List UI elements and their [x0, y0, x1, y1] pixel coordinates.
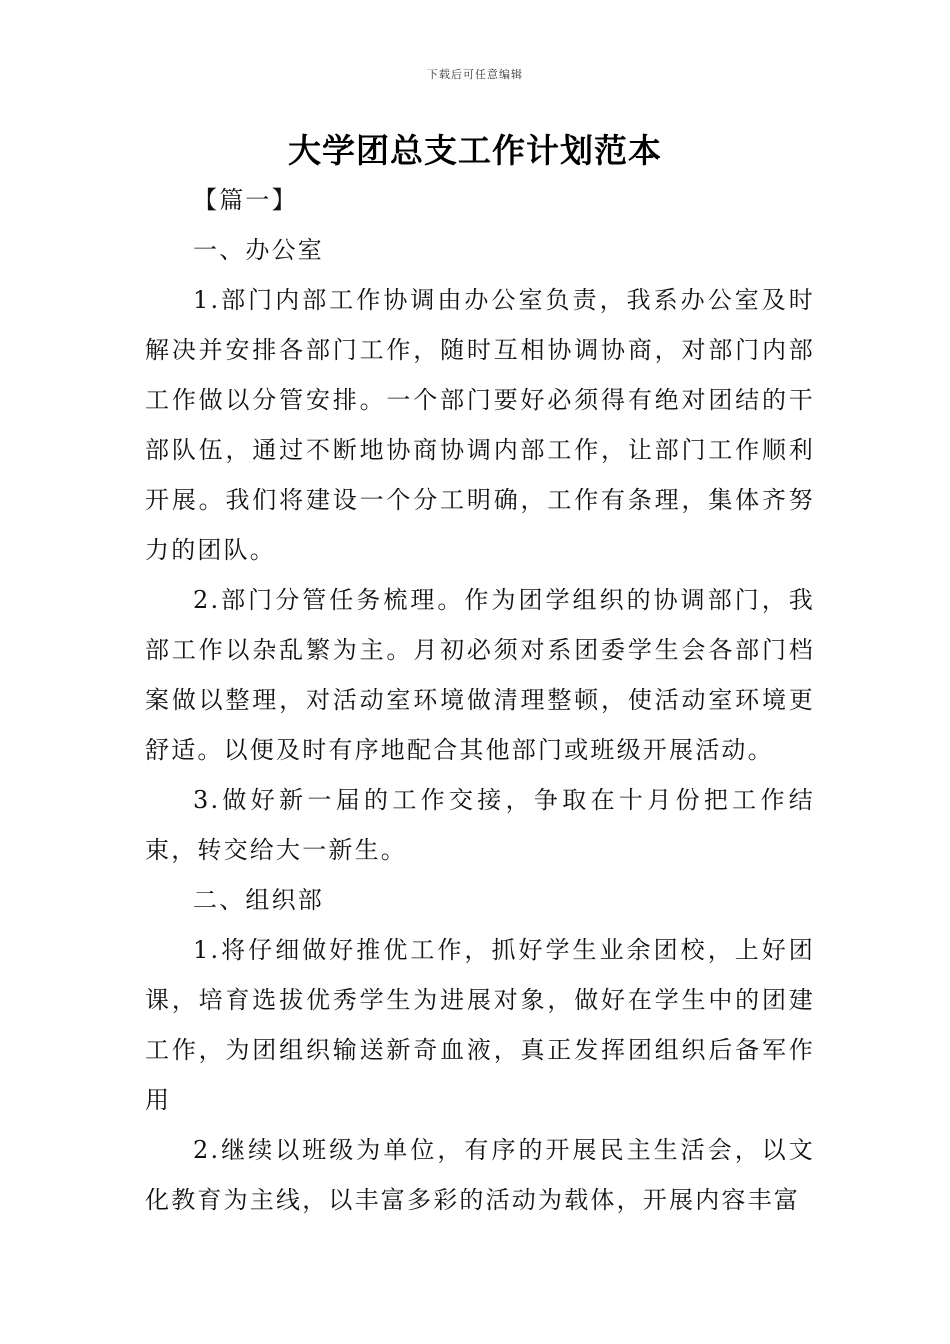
header-note: 下载后可任意编辑	[427, 68, 523, 81]
paragraph: 3.做好新一届的工作交接，争取在十月份把工作结束，转交给大一新生。	[145, 786, 815, 864]
paragraph: 2.继续以班级为单位，有序的开展民主生活会，以文化教育为主线，以丰富多彩的活动为载体，开展内容丰富	[145, 1136, 815, 1214]
document-body	[145, 175, 815, 1225]
paragraph: 1.将仔细做好推优工作，抓好学生业余团校，上好团课，培育选拔优秀学生为进展对象，做好在学生中的团建工作，为团组织输送新奇血液，真正发挥团组织后备军作用	[145, 936, 815, 1114]
paragraph: 2.部门分管任务梳理。作为团学组织的协调部门，我部工作以杂乱繁为主。月初必须对系团委学生会各部门档案做以整理，对活动室环境做清理整顿，使活动室环境更舒适。以便及时有序地配合其他部门或班级开展活动。	[145, 586, 815, 764]
section-heading-office: 一、办公室	[193, 236, 324, 264]
section-heading-organization: 二、组织部	[193, 886, 324, 914]
section-tag: 【篇一】	[193, 186, 298, 214]
document-title: 大学团总支工作计划范本	[288, 131, 662, 170]
paragraph: 1.部门内部工作协调由办公室负责，我系办公室及时解决并安排各部门工作，随时互相协调协商，对部门内部工作做以分管安排。一个部门要好必须得有绝对团结的干部队伍，通过不断地协商协调内部工作，让部门工作顺利开展。我们将建设一个分工明确，工作有条理，集体齐努力的团队。	[145, 286, 815, 564]
